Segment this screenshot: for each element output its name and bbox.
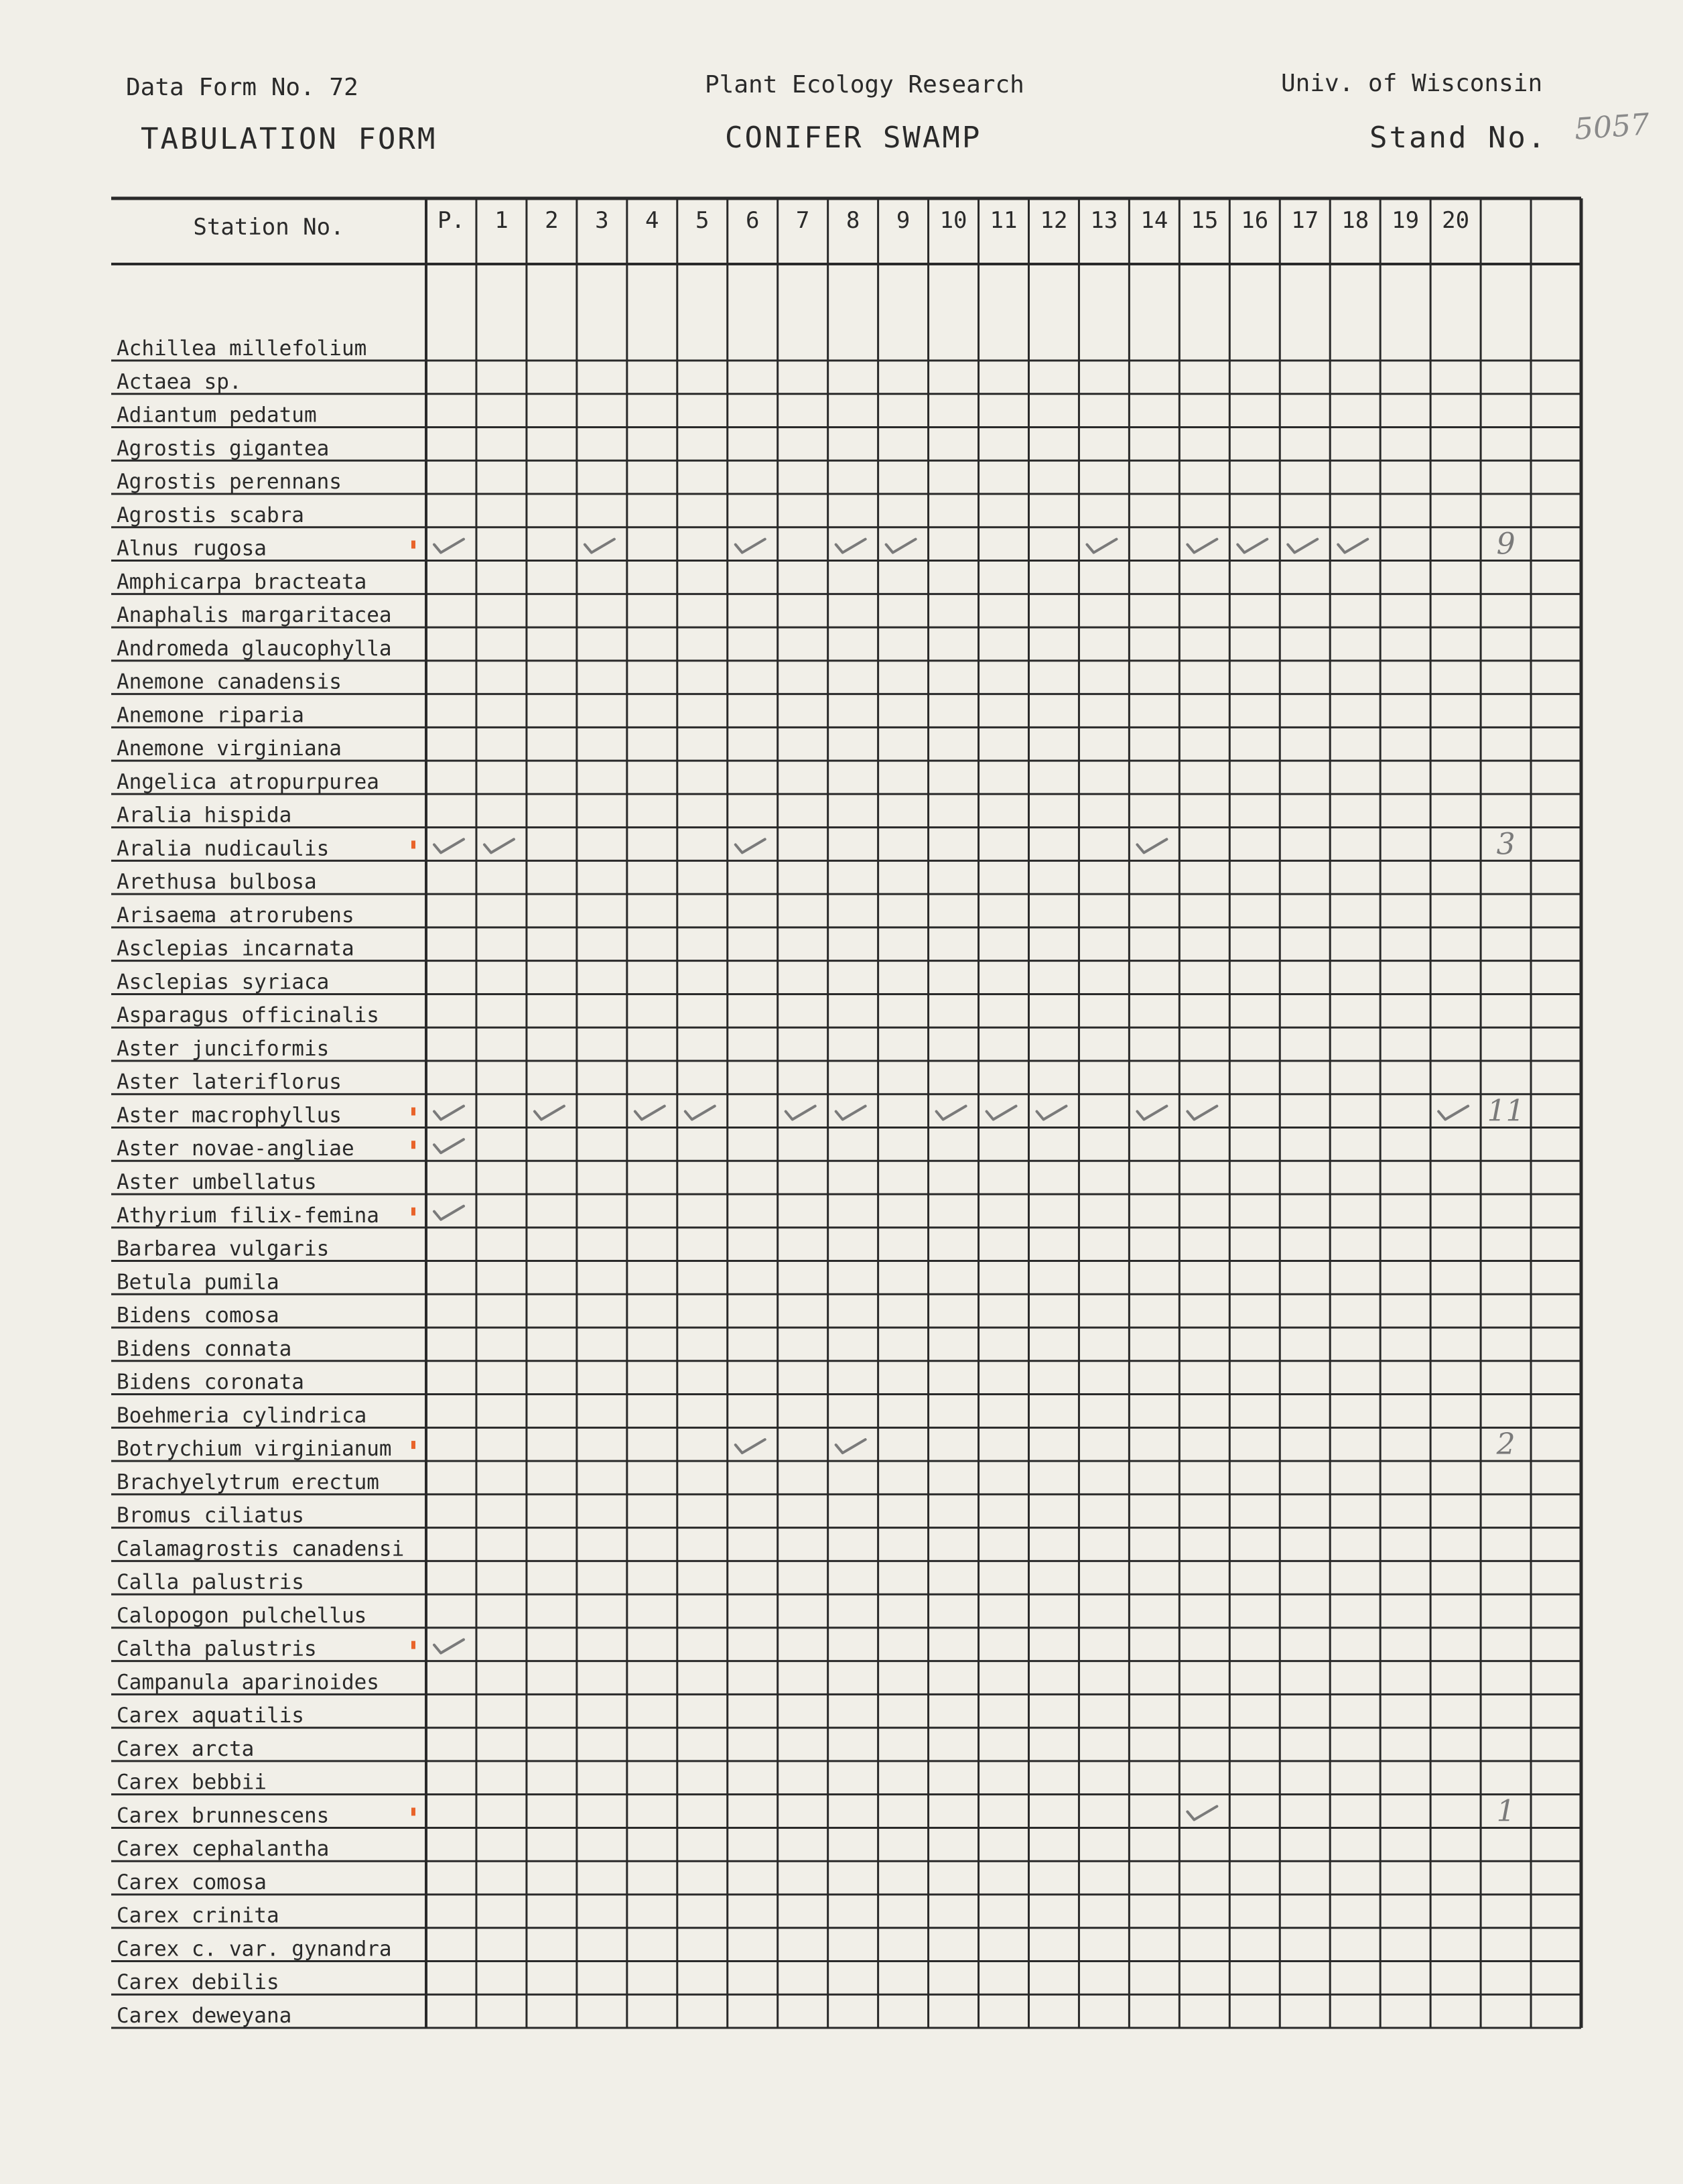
community-title: CONIFER SWAMP: [725, 121, 982, 155]
species-name: Campanula aparinoides: [117, 1670, 379, 1695]
orange-tally-mark: [411, 1641, 415, 1649]
species-name: Athyrium filix-femina: [117, 1203, 379, 1228]
station-column-header: 15: [1191, 207, 1219, 234]
check-mark: [736, 1439, 765, 1453]
station-column-header: P.: [437, 207, 465, 234]
station-column-header: 16: [1241, 207, 1269, 234]
orange-tally-mark: [411, 1107, 415, 1115]
species-name: Agrostis gigantea: [117, 436, 330, 461]
station-column-header: 3: [595, 207, 609, 234]
species-name: Betula pumila: [117, 1270, 279, 1295]
check-mark: [1438, 1106, 1468, 1119]
check-mark: [1187, 539, 1217, 553]
check-mark: [685, 1106, 715, 1119]
row-total: 9: [1496, 527, 1516, 562]
station-column-header: 8: [846, 207, 860, 234]
species-name: Actaea sp.: [117, 369, 242, 394]
university-name: Univ. of Wisconsin: [1281, 70, 1543, 97]
station-column-header: 19: [1392, 207, 1420, 234]
check-mark: [535, 1106, 564, 1119]
check-mark: [1036, 1106, 1066, 1119]
species-name: Asclepias syriaca: [117, 970, 330, 994]
species-name: Aralia nudicaulis: [117, 836, 330, 861]
species-name: Agrostis scabra: [117, 503, 304, 527]
check-mark: [1288, 539, 1317, 553]
check-mark: [736, 539, 765, 553]
species-name: Carex debilis: [117, 1970, 279, 1995]
station-column-header: 10: [939, 207, 967, 234]
check-mark: [434, 1206, 464, 1220]
check-mark: [987, 1106, 1016, 1119]
species-name: Calla palustris: [117, 1570, 304, 1595]
species-name: Carex comosa: [117, 1870, 267, 1894]
row-total: 1: [1496, 1794, 1516, 1829]
station-column-header: 7: [795, 207, 810, 234]
species-name: Carex deweyana: [117, 2004, 292, 2028]
species-name: Andromeda glaucophylla: [117, 636, 392, 661]
species-name: Carex cephalantha: [117, 1837, 330, 1862]
check-mark: [434, 1640, 464, 1653]
orange-tally-mark: [411, 1807, 415, 1815]
species-name: Anemone canadensis: [117, 669, 342, 694]
species-name: Bidens coronata: [117, 1370, 304, 1395]
station-column-header: 13: [1090, 207, 1118, 234]
species-name: Anaphalis margaritacea: [117, 603, 392, 628]
orange-tally-mark: [411, 541, 415, 549]
species-name: Amphicarpa bracteata: [117, 570, 367, 594]
species-name: Caltha palustris: [117, 1636, 317, 1661]
station-column-header: 1: [494, 207, 509, 234]
form-title: TABULATION FORM: [141, 122, 437, 156]
orange-tally-mark: [411, 1208, 415, 1216]
row-total: 2: [1496, 1427, 1516, 1462]
row-total: 11: [1487, 1094, 1525, 1129]
station-column-header: 6: [745, 207, 760, 234]
check-mark: [1237, 539, 1267, 553]
check-mark: [434, 839, 464, 852]
orange-tally-mark: [411, 840, 415, 848]
station-column-header: 17: [1291, 207, 1319, 234]
station-column-header: 18: [1341, 207, 1369, 234]
check-mark: [434, 539, 464, 553]
species-name: Arisaema atrorubens: [117, 903, 354, 927]
species-name: Carex crinita: [117, 1903, 279, 1928]
form-number: Data Form No. 72: [126, 74, 358, 101]
species-name: Bromus ciliatus: [117, 1503, 304, 1528]
species-name: Barbarea vulgaris: [117, 1236, 330, 1261]
station-column-header: 4: [645, 207, 659, 234]
row-total: 3: [1496, 827, 1516, 862]
stand-label: Stand No.: [1369, 121, 1548, 155]
check-mark: [434, 1139, 464, 1153]
check-mark: [886, 539, 916, 553]
station-column-header: 12: [1040, 207, 1068, 234]
station-column-header: 11: [990, 207, 1018, 234]
station-column-header: 20: [1442, 207, 1470, 234]
check-mark: [484, 839, 514, 852]
check-mark: [736, 839, 765, 852]
check-mark: [635, 1106, 665, 1119]
check-mark: [786, 1106, 815, 1119]
species-name: Agrostis perennans: [117, 470, 342, 495]
species-name: Aster macrophyllus: [117, 1103, 342, 1128]
species-name: Bidens comosa: [117, 1303, 279, 1328]
species-name: Aster junciformis: [117, 1036, 330, 1061]
station-column-header: 14: [1140, 207, 1168, 234]
species-name: Boehmeria cylindrica: [117, 1403, 367, 1428]
species-name: Asclepias incarnata: [117, 936, 354, 961]
species-name: Calamagrostis canadensi: [117, 1537, 405, 1561]
species-name: Asparagus officinalis: [117, 1003, 379, 1028]
check-mark: [1187, 1806, 1217, 1819]
species-name: Botrychium virginianum: [117, 1437, 392, 1462]
species-name: Carex c. var. gynandra: [117, 1937, 392, 1962]
research-title: Plant Ecology Research: [705, 71, 1024, 99]
check-mark: [836, 1106, 866, 1119]
species-name: Carex brunnescens: [117, 1803, 330, 1828]
station-no-label: Station No.: [193, 214, 344, 241]
check-mark: [836, 539, 866, 553]
species-name: Aster umbellatus: [117, 1170, 317, 1194]
stand-number-handwritten: 5057: [1573, 107, 1651, 147]
check-mark: [1137, 839, 1166, 852]
orange-tally-mark: [411, 1141, 415, 1149]
station-column-header: 5: [695, 207, 710, 234]
check-mark: [836, 1439, 866, 1453]
check-mark: [937, 1106, 966, 1119]
species-name: Bidens connata: [117, 1336, 292, 1361]
check-mark: [1087, 539, 1116, 553]
species-name: Carex arcta: [117, 1736, 255, 1761]
species-name: Carex aquatilis: [117, 1704, 304, 1728]
check-mark: [1338, 539, 1367, 553]
species-name: Brachyelytrum erectum: [117, 1470, 379, 1494]
check-mark: [585, 539, 614, 553]
species-name: Calopogon pulchellus: [117, 1603, 367, 1628]
check-mark: [1137, 1106, 1166, 1119]
species-name: Adiantum pedatum: [117, 403, 317, 428]
species-name: Anemone virginiana: [117, 736, 342, 761]
species-name: Carex bebbii: [117, 1770, 267, 1795]
station-column-header: 2: [545, 207, 559, 234]
species-name: Aster novae-angliae: [117, 1137, 354, 1161]
species-name: Anemone riparia: [117, 703, 304, 728]
species-name: Alnus rugosa: [117, 536, 267, 561]
species-name: Angelica atropurpurea: [117, 769, 379, 794]
species-name: Achillea millefolium: [117, 336, 367, 361]
species-name: Aralia hispida: [117, 803, 292, 828]
station-column-header: 9: [896, 207, 911, 234]
check-mark: [1187, 1106, 1217, 1119]
species-name: Arethusa bulbosa: [117, 870, 317, 895]
check-mark: [434, 1106, 464, 1119]
orange-tally-mark: [411, 1441, 415, 1449]
species-name: Aster lateriflorus: [117, 1070, 342, 1094]
